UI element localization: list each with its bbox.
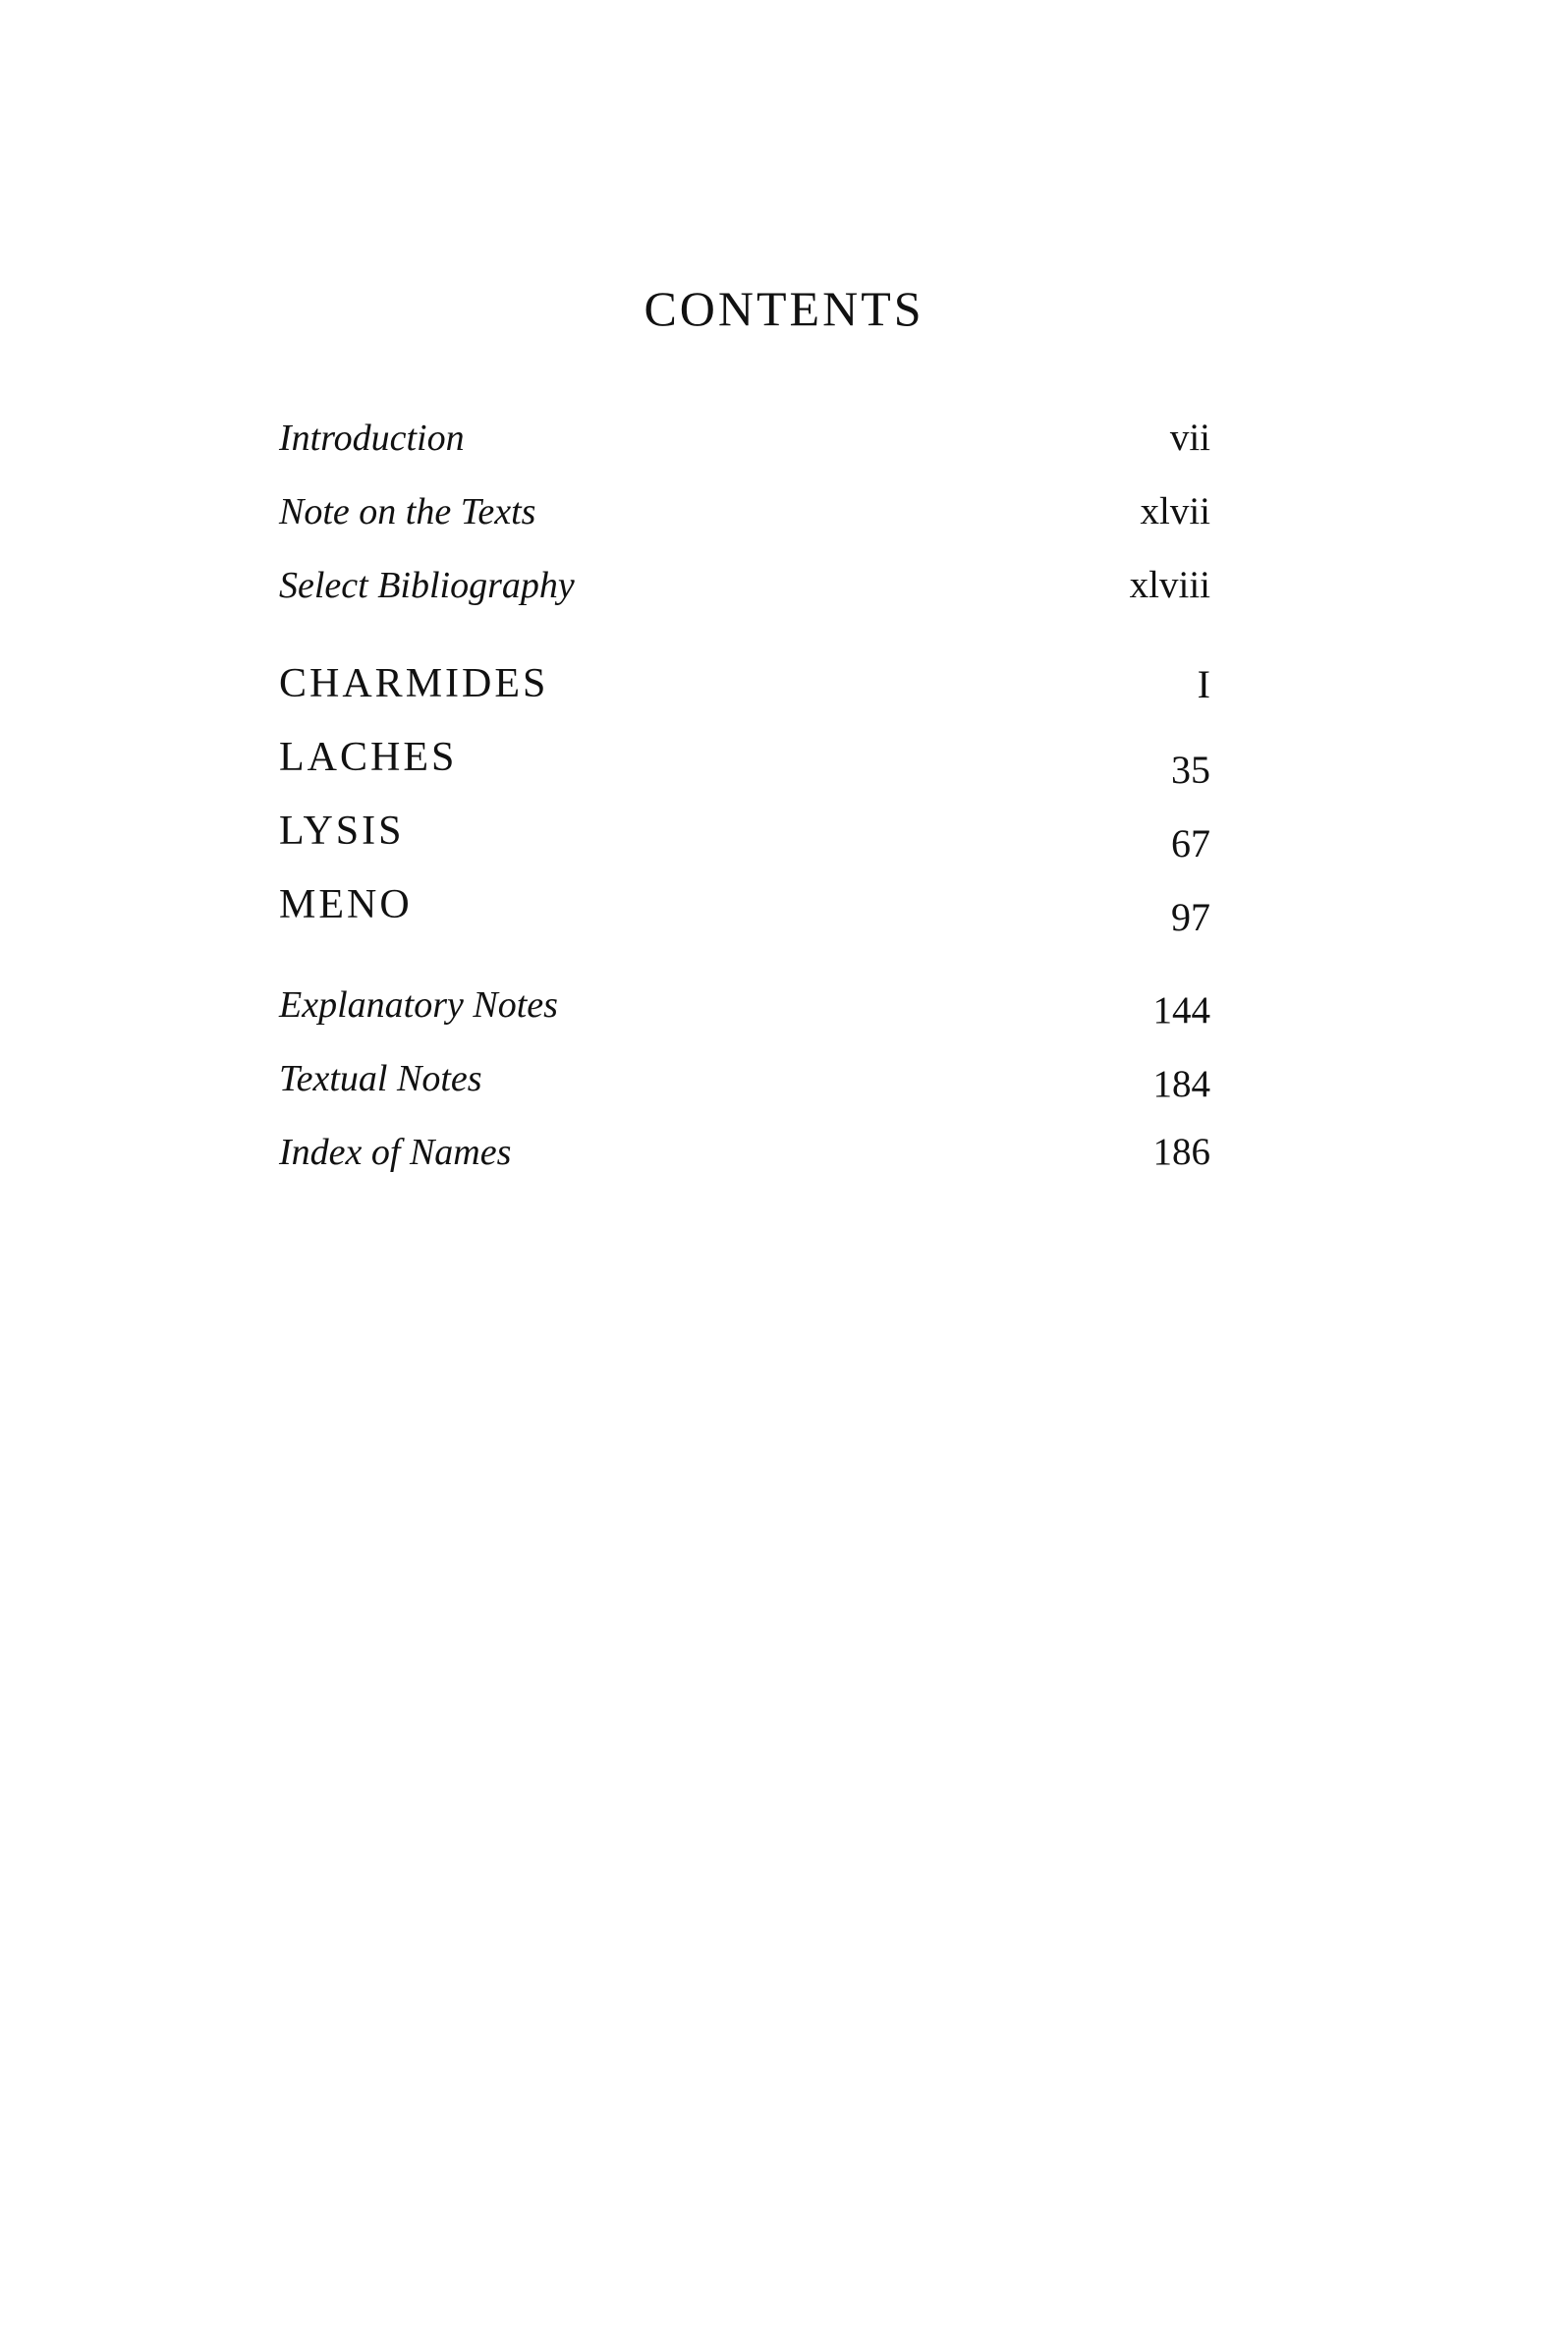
toc-entry-lysis[interactable] xyxy=(279,796,1210,866)
toc-entry-label: Textual Notes xyxy=(279,1058,482,1099)
toc-entry-label: Note on the Texts xyxy=(279,491,536,532)
toc-entry-label: Index of Names xyxy=(279,1132,512,1173)
toc-entry-label: CHARMIDES xyxy=(279,661,549,706)
page-title: CONTENTS xyxy=(644,281,924,336)
toc-entry-page: xlvii xyxy=(1140,490,1210,532)
toc-entry-page: 186 xyxy=(1152,1131,1210,1173)
toc-entry-label: MENO xyxy=(279,882,413,927)
toc-entry-page: xlviii xyxy=(1129,564,1210,606)
toc-entry-page: vii xyxy=(1169,417,1210,459)
toc-entry-textual-notes[interactable] xyxy=(279,1041,1210,1105)
toc-entry-laches[interactable] xyxy=(279,722,1210,792)
toc-entry-page: I xyxy=(1197,662,1210,706)
toc-entry-charmides[interactable] xyxy=(279,648,1210,707)
toc-entry-meno[interactable] xyxy=(279,869,1210,939)
toc-entry-page: 97 xyxy=(1171,895,1210,939)
toc-entry-page: 144 xyxy=(1152,989,1210,1032)
toc-entry-page: 184 xyxy=(1152,1063,1210,1105)
toc-entry-page: 35 xyxy=(1171,748,1210,792)
toc-entry-index-of-names[interactable] xyxy=(279,1115,1210,1174)
toc-entry-label: Select Bibliography xyxy=(279,565,575,606)
toc-entry-select-bibliography[interactable] xyxy=(279,548,1210,607)
toc-entry-introduction[interactable] xyxy=(279,401,1210,460)
toc-entry-note-on-the-texts[interactable] xyxy=(279,475,1210,533)
toc-entry-explanatory-notes[interactable] xyxy=(279,968,1210,1032)
toc-entry-label: Introduction xyxy=(279,418,465,459)
toc-entry-page: 67 xyxy=(1171,821,1210,866)
toc-entry-label: Explanatory Notes xyxy=(279,984,558,1026)
toc-entry-label: LYSIS xyxy=(279,809,405,854)
toc-entry-label: LACHES xyxy=(279,735,458,780)
